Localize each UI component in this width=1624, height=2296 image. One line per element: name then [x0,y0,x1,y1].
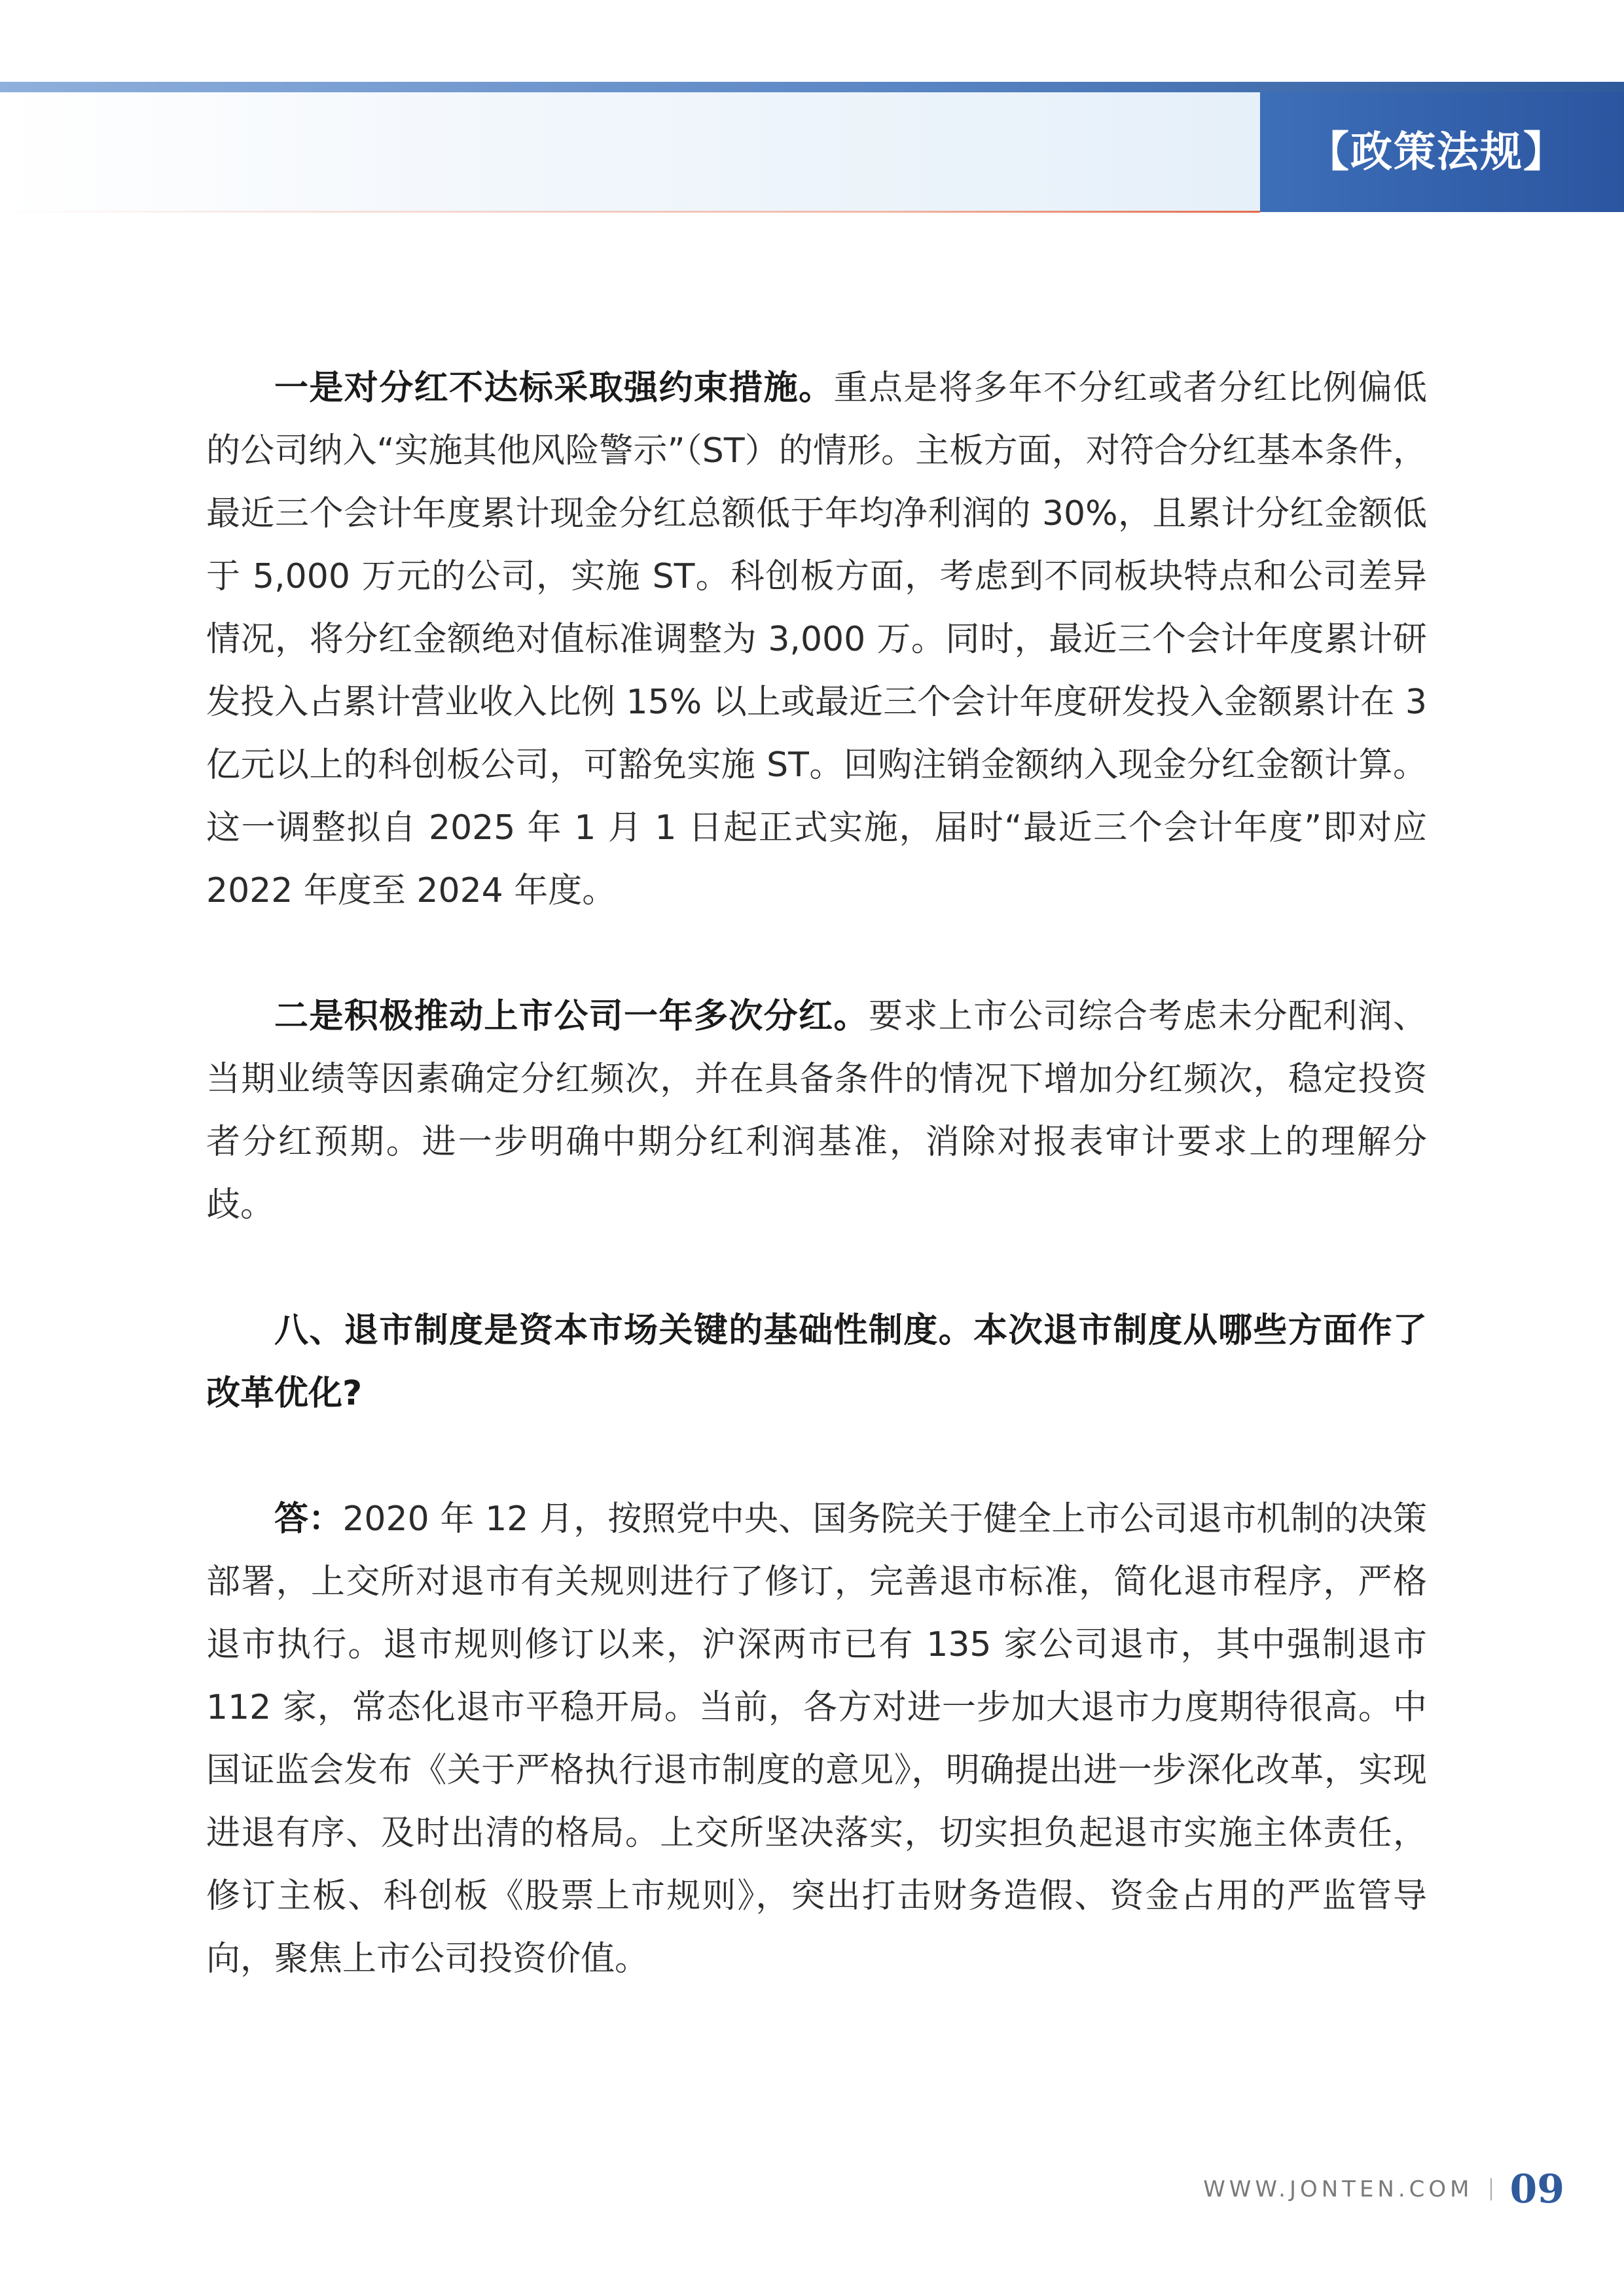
answer-label: 答： [274,1499,343,1539]
section-tag: 【政策法规】 [1260,92,1624,212]
paragraph-dividend-constraints [206,357,1427,922]
paragraph-text: 2020 年 12 月，按照党中央、国务院关于健全上市公司退市机制的决策部署，上交所对退市有关规则进行了修订，完善退市标准，简化退市程序，严格退市执行。退市规则修订以来，沪深两市已有 135 家公司退市，其中强制退市 112 家，常态化退市平稳开局。当前，各方对进一步加大退市力度期待很高。中国证监会发布《关于严格执行退市制度的意见》，明确提出进一步深化改革，实现进退有序、及时出清的格局。上交所坚决落实，切实担负起退市实施主体责任，修订主板、科创板《股票上市规则》，突出打击财务造假、资金占用的严监管导向，聚焦上市公司投资价值。 [206,1499,1427,1979]
paragraph-answer [206,1488,1427,1990]
page-number: 09 [1509,2166,1564,2212]
paragraph-text: 要求上市公司综合考虑未分配利润、当期业绩等因素确定分红频次，并在具备条件的情况下增加分红频次，稳定投资者分红预期。进一步明确中期分红利润基准，消除对报表审计要求上的理解分歧。 [206,997,1427,1225]
paragraph-text: 重点是将多年不分红或者分红比例偏低的公司纳入“实施其他风险警示”（ST）的情形。主板方面，对符合分红基本条件，最近三个会计年度累计现金分红总额低于年均净利润的 30%，且累计分红金额低于 5,000 万元的公司，实施 ST。科创板方面，考虑到不同板块特点和公司差异情况，将分红金额绝对值标准调整为 3,000 万。同时，最近三个会计年度累计研发投入占累计营业收入比例 15% 以上或最近三个会计年度研发投入金额累计在 3 亿元以上的科创板公司，可豁免实施 ST。回购注销金额纳入现金分红金额计算。这一调整拟自 2025 年 1 月 1 日起正式实施，届时“最近三个会计年度”即对应 2022 年度至 2024 年度。 [206,368,1427,910]
paragraph-multiple-dividends [206,985,1427,1236]
footer-divider [1490,2178,1492,2200]
footer-website: WWW.JONTEN.COM [1203,2176,1473,2202]
paragraph-lead: 一是对分红不达标采取强约束措施。 [274,368,834,408]
question-heading: 八、退市制度是资本市场关键的基础性制度。本次退市制度从哪些方面作了改革优化? [206,1311,1427,1413]
paragraph-lead: 二是积极推动上市公司一年多次分红。 [274,997,869,1036]
header-band [0,92,1260,212]
header-underline [0,211,1260,213]
page-footer [1198,2163,1564,2215]
header-top-rule [0,82,1624,92]
article-body [206,357,1427,1990]
